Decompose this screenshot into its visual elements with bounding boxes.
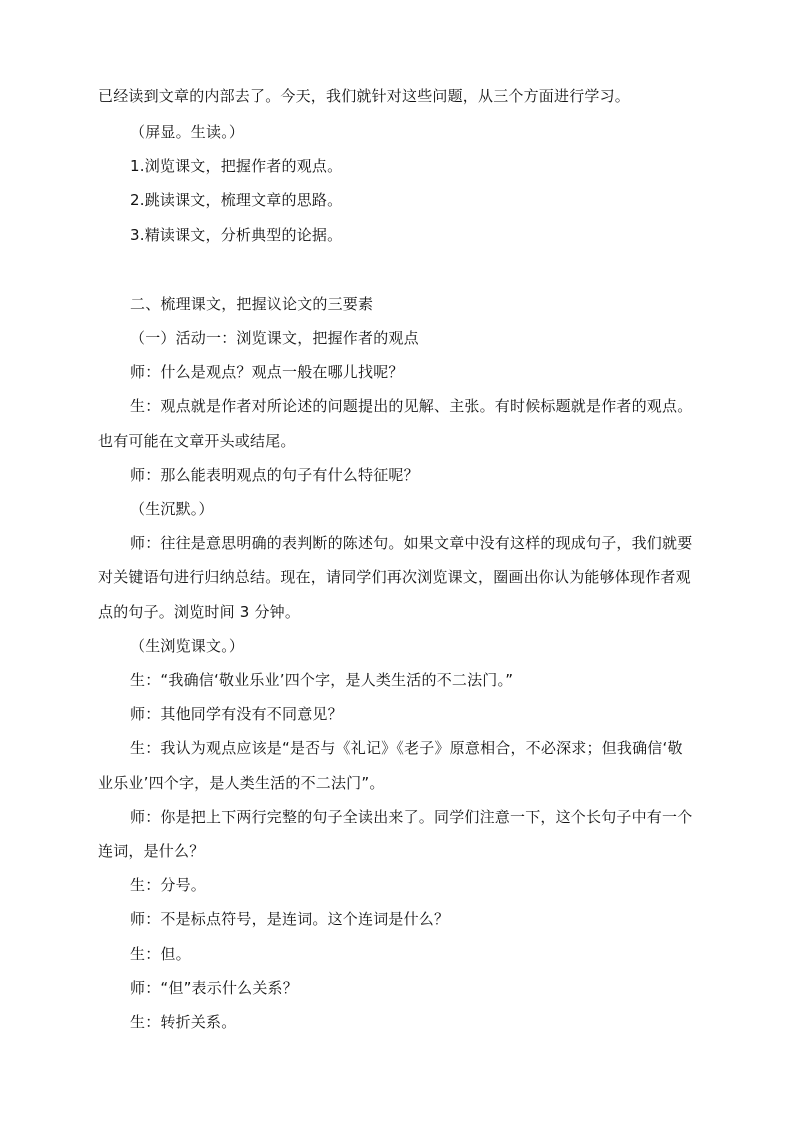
section-heading: 二、梳理课文，把握议论文的三要素 <box>130 295 374 313</box>
paragraph-line: 生：分号。 <box>130 876 207 894</box>
paragraph-line: 也有可能在文章开头或结尾。 <box>98 432 296 450</box>
paragraph-line: 师：“但”表示什么关系？ <box>130 979 298 997</box>
paragraph-line: 师：你是把上下两行完整的句子全读出来了。同学们注意一下，这个长句子中有一个 <box>130 808 693 826</box>
paragraph-line: 生：观点就是作者对所论述的问题提出的见解、主张。有时候标题就是作者的观点。 <box>130 397 693 415</box>
list-item: 3.精读课文，分析典型的论据。 <box>130 226 343 244</box>
paragraph-line: 生：我认为观点应该是“是否与《礼记》《老子》原意相合，不必深求；但我确信‘敬 <box>130 739 683 757</box>
paragraph-line: 师：什么是观点？观点一般在哪儿找呢？ <box>130 363 404 381</box>
paragraph-line: 生：转折关系。 <box>130 1013 237 1031</box>
paragraph-line: 连词，是什么？ <box>98 842 205 860</box>
paragraph-line: 生：“我确信‘敬业乐业’四个字，是人类生活的不二法门。” <box>130 671 514 689</box>
paragraph-line: （生沉默。） <box>130 500 214 518</box>
paragraph-line: 对关键语句进行归纳总结。现在，请同学们再次浏览课文，圈画出你认为能够体现作者观 <box>98 568 691 586</box>
paragraph-line: 业乐业’四个字，是人类生活的不二法门”。 <box>98 774 385 792</box>
paragraph-line: 生：但。 <box>130 945 191 963</box>
paragraph-line: （屏显。生读。） <box>130 123 245 141</box>
paragraph-line: 师：不是标点符号，是连词。这个连词是什么？ <box>130 910 450 928</box>
list-item: 1.浏览课文，把握作者的观点。 <box>130 157 343 175</box>
paragraph-line: 师：那么能表明观点的句子有什么特征呢？ <box>130 466 419 484</box>
paragraph-line: 已经读到文章的内部去了。今天，我们就针对这些问题，从三个方面进行学习。 <box>98 87 631 105</box>
paragraph-line: （生浏览课文。） <box>130 637 245 655</box>
list-item: 2.跳读课文，梳理文章的思路。 <box>130 191 343 209</box>
paragraph-line: 师：其他同学有没有不同意见？ <box>130 705 343 723</box>
paragraph-line: 师：往往是意思明确的表判断的陈述句。如果文章中没有这样的现成句子，我们就要 <box>130 534 693 552</box>
subsection-heading: （一）活动一：浏览课文，把握作者的观点 <box>130 329 419 347</box>
paragraph-line: 点的句子。浏览时间 3 分钟。 <box>98 603 301 621</box>
